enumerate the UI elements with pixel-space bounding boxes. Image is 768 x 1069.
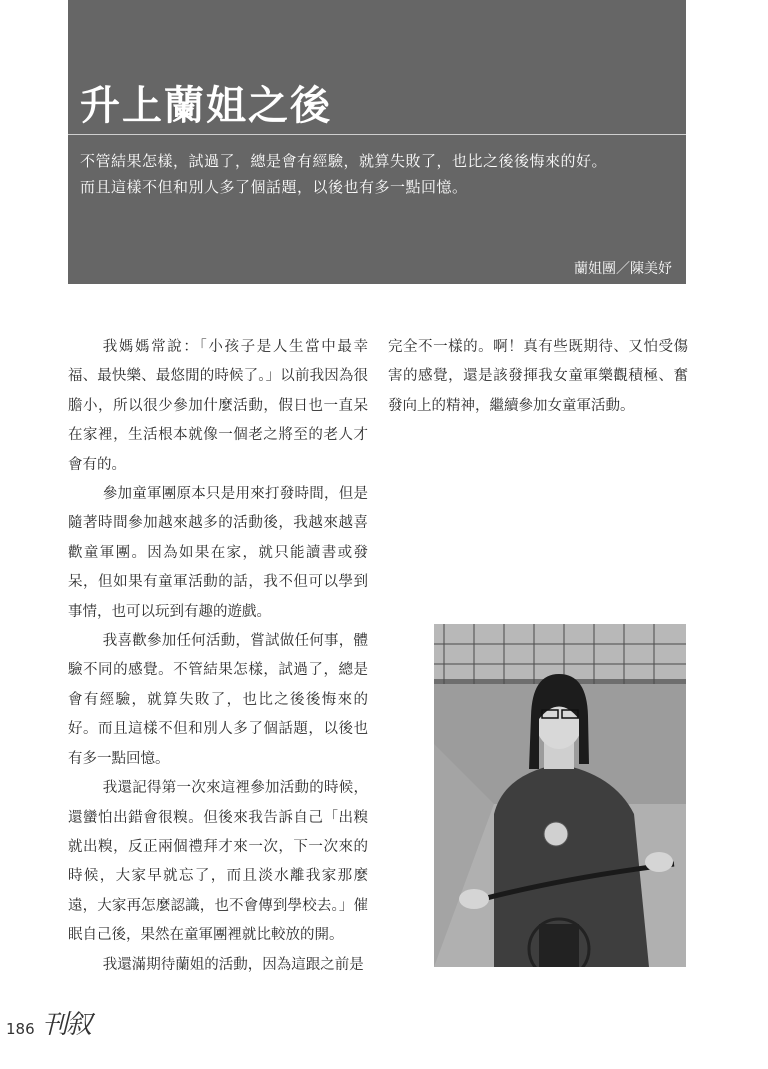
magazine-logo: 刊叙 bbox=[42, 1010, 91, 1040]
body-paragraph: 參加童軍團原本只是用來打發時間，但是隨著時間參加越來越多的活動後，我越來越喜歡童軍團。因為如果在家，就只能讀書或發呆，但如果有童軍活動的話，我不但可以學到事情，也可以玩到有趣的遊戲。 bbox=[68, 486, 368, 620]
body-column-left bbox=[68, 333, 368, 980]
author-byline: 蘭姐團／陳美妤 bbox=[574, 261, 672, 277]
lead-line-1: 不管結果怎樣，試過了，總是會有經驗，就算失敗了，也比之後後悔來的好。 bbox=[80, 152, 608, 170]
title-divider bbox=[68, 134, 686, 135]
photo-girl-on-bicycle bbox=[434, 624, 686, 967]
body-column-right bbox=[388, 333, 688, 421]
photo-illustration bbox=[434, 624, 686, 967]
article-title: 升上蘭姐之後 bbox=[80, 82, 332, 129]
article-lead bbox=[80, 148, 680, 200]
title-banner bbox=[68, 0, 686, 284]
body-paragraph: 我喜歡參加任何活動，嘗試做任何事，體驗不同的感覺。不管結果怎樣，試過了，總是會有經驗，就算失敗了，也比之後後悔來的好。而且這樣不但和別人多了個話題，以後也有多一點回憶。 bbox=[68, 633, 368, 767]
page-number: 186 bbox=[6, 1020, 35, 1038]
body-paragraph-continued: 完全不一樣的。啊！真有些既期待、又怕受傷害的感覺，還是該發揮我女童軍樂觀積極、奮發向上的精神，繼續參加女童軍活動。 bbox=[388, 339, 688, 414]
body-paragraph: 我媽媽常說：「小孩子是人生當中最幸福、最快樂、最悠閒的時候了。」以前我因為很膽小，所以很少參加什麼活動，假日也一直呆在家裡，生活根本就像一個老之將至的老人才會有的。 bbox=[68, 339, 368, 473]
lead-line-2: 而且這樣不但和別人多了個話題，以後也有多一點回憶。 bbox=[80, 178, 468, 196]
body-paragraph: 我還滿期待蘭姐的活動，因為這跟之前是 bbox=[102, 956, 364, 973]
body-paragraph: 我還記得第一次來這裡參加活動的時候，還蠻怕出錯會很糗。但後來我告訴自己「出糗就出糗，反正兩個禮拜才來一次，下一次來的時候，大家早就忘了，而且淡水離我家那麼遠，大家再怎麼認識，也不會傳到學校去。」催眠自己後，果然在童軍團裡就比較放的開。 bbox=[68, 780, 368, 944]
